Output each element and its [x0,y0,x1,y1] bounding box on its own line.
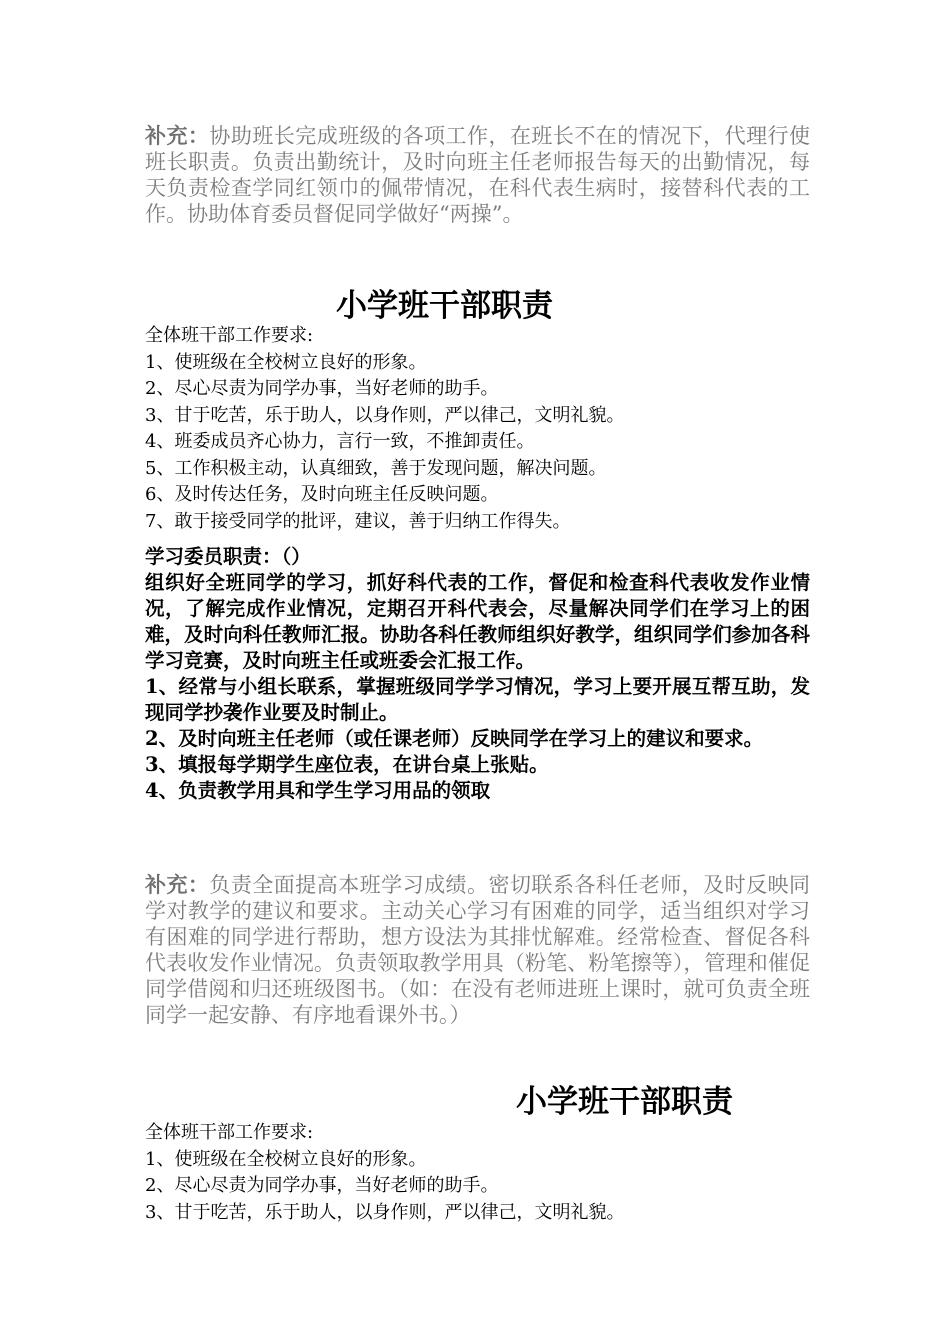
supplement-paragraph-2 [145,872,810,1028]
list-item: 3、甘于吃苦，乐于助人，以身作则，严以律己，文明礼貌。 [145,1201,625,1223]
section-title: 小学班干部职责 [516,1084,733,1120]
list-item: 1、经常与小组长联系，掌握班级同学学习情况，学习上要开展互帮互助，发现同学抄袭作业要及时制止。 [145,675,810,724]
supplement-label: 补充： [145,123,210,148]
list-item: 1、使班级在全校树立良好的形象。 [145,1148,427,1170]
requirements-heading: 全体班干部工作要求: [145,325,314,346]
supplement-text: 负责全面提高本班学习成绩。密切联系各科任老师，及时反映同学对教学的建议和要求。主动关心学习有困难的同学，适当组织对学习有困难的同学进行帮助，想方设法为其排忧解难。经常检查、督促各科代表收发作业情况。负责领取教学用具（粉笔、粉笔擦等），管理和催促同学借阅和归还班级图书。（如：在没有老师进班上课时，就可负责全班同学一起安静、有序地看课外书。） [145,873,811,1027]
requirements-list-1 [145,323,810,535]
list-item: 2、尽心尽责为同学办事，当好老师的助手。 [145,1175,499,1196]
list-item: 3、甘于吃苦，乐于助人，以身作则，严以律己，文明礼貌。 [145,404,625,426]
list-item: 4、班委成员齐心协力，言行一致，不推卸责任。 [145,431,535,452]
supplement-text: 协助班长完成班级的各项工作，在班长不在的情况下，代理行使班长职责。负责出勤统计，及时向班主任老师报告每天的出勤情况，每天负责检查学同红领巾的佩带情况，在科代表生病时，接替科代表的工作。协助体育委员督促同学做好“两操”。 [145,124,811,226]
study-committee-heading: 学习委员职责：（） [145,545,311,568]
study-committee-section [145,544,810,804]
study-committee-intro: 组织好全班同学的学习，抓好科代表的工作，督促和检查科代表收发作业情况，了解完成作业情况，定期召开科代表会，尽量解决同学们在学习上的困难，及时向科任教师汇报。协助各科任教师组织好教学，组织同学们参加各科学习竞赛，及时向班主任或班委会汇报工作。 [145,571,810,672]
requirements-heading: 全体班干部工作要求: [145,1122,314,1143]
list-item: 6、及时传达任务，及时向班主任反映问题。 [145,484,499,505]
list-item: 5、工作积极主动，认真细致，善于发现问题，解决问题。 [145,457,607,479]
section-title: 小学班干部职责 [336,288,553,324]
list-item: 3、填报每学期学生座位表，在讲台桌上张贴。 [145,753,549,776]
list-item: 2、尽心尽责为同学办事，当好老师的助手。 [145,378,499,399]
list-item: 2、及时向班主任老师（或任课老师）反映同学在学习上的建议和要求。 [145,727,764,750]
supplement-paragraph-1 [145,123,810,227]
requirements-list-2 [145,1120,810,1226]
list-item: 1、使班级在全校树立良好的形象。 [145,351,427,373]
supplement-label: 补充： [145,872,210,897]
list-item: 7、敢于接受同学的批评，建议，善于归纳工作得失。 [145,510,571,532]
list-item: 4、负责教学用具和学生学习用品的领取 [145,779,491,802]
